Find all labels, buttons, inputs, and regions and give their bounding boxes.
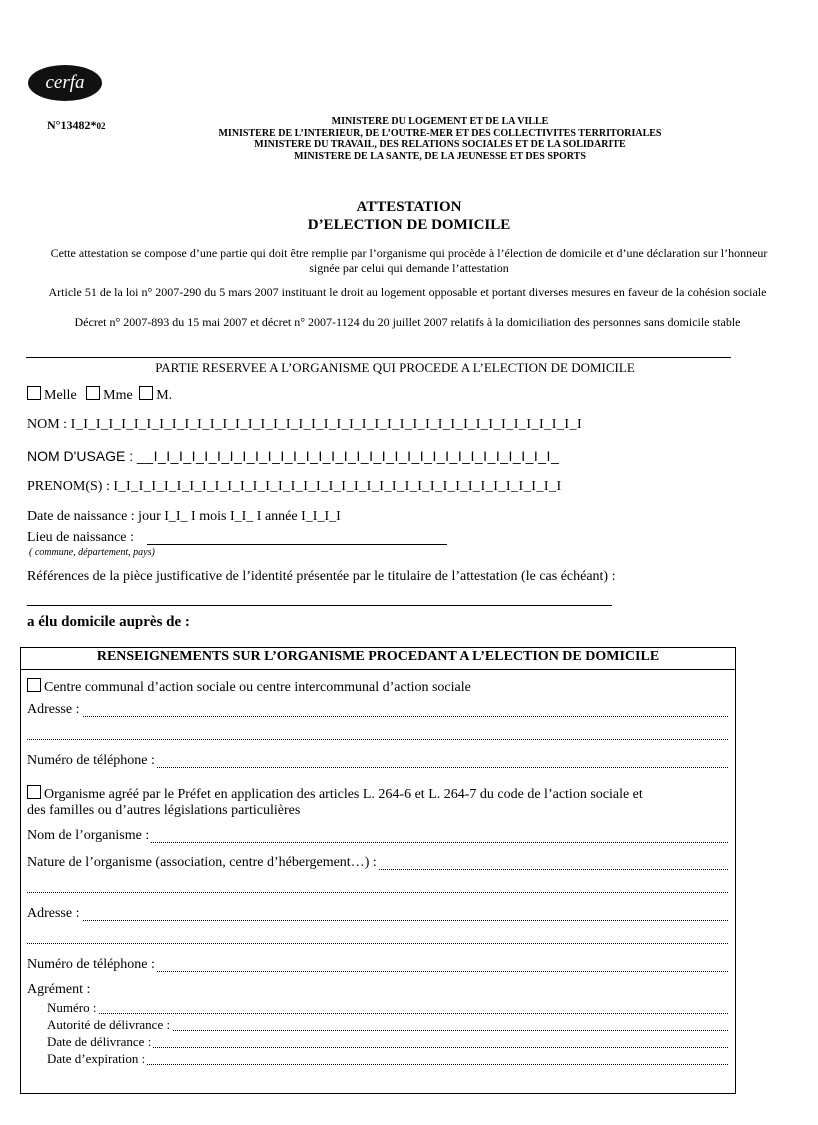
id-reference-label: Références de la pièce justificative de l’identité présentée par le titulaire de l’attestation (le cas échéant) : — [27, 569, 616, 584]
birth-month-label: mois — [199, 509, 227, 524]
adresse-field[interactable] — [27, 716, 728, 717]
m-checkbox[interactable] — [139, 386, 153, 400]
mme-checkbox[interactable] — [86, 386, 100, 400]
nature-label: Nature de l’organisme (association, centre d’hébergement…) : — [27, 855, 377, 870]
document-title: ATTESTATION — [356, 199, 462, 215]
adresse-agree-field[interactable] — [27, 920, 728, 921]
birth-place-label: Lieu de naissance : — [27, 530, 134, 545]
intro-law-decree: Décret n° 2007-893 du 15 mai 2007 et décret n° 2007-1124 du 20 juillet 2007 relatifs à la domiciliation des personnes sans domicile stable — [74, 315, 741, 329]
prenom-character-boxes[interactable]: I_I_I_I_I_I_I_I_I_I_I_I_I_I_I_I_I_I_I_I_I_I_I_I_I_I_I_I_I_I_I_I_I_I_I_I — [113, 479, 562, 494]
melle-checkbox[interactable] — [27, 386, 41, 400]
birth-date-label: Date de naissance : jour — [27, 509, 161, 524]
birth-date-row[interactable] — [27, 509, 341, 525]
nom-usage-label: NOM D'USAGE : — [27, 448, 134, 464]
agree-option — [27, 785, 643, 803]
section-divider — [26, 357, 731, 358]
nom-usage-row[interactable] — [27, 448, 559, 464]
organisme-heading-divider — [20, 669, 736, 670]
id-reference-field[interactable] — [27, 605, 612, 606]
birth-place-field[interactable] — [147, 544, 447, 545]
intro-law-article: Article 51 de la loi n° 2007-290 du 5 mars 2007 instituant le droit au logement opposable et portant diverses mesures en faveur de la cohésion sociale — [48, 285, 767, 299]
cerfa-logo: cerfa — [28, 65, 102, 101]
agree-label-line2: des familles ou d’autres législations particulières — [27, 803, 301, 818]
m-label: M. — [156, 388, 173, 403]
agree-checkbox[interactable] — [27, 785, 41, 799]
ministry-line: MINISTERE DU TRAVAIL, DES RELATIONS SOCIALES ET DE LA SOLIDARITE — [254, 139, 626, 150]
agree-label-line1: Organisme agréé par le Préfet en application des articles L. 264-6 et L. 264-7 du code de l’action sociale et — [44, 787, 643, 802]
adresse-agree-field-line2[interactable] — [27, 943, 728, 944]
autorite-label: Autorité de délivrance : — [47, 1017, 171, 1032]
adresse-field-line2[interactable] — [27, 739, 728, 740]
adresse-agree-label: Adresse : — [27, 906, 80, 921]
ministry-line: MINISTERE DU LOGEMENT ET DE LA VILLE — [331, 116, 549, 127]
agrement-label: Agrément : — [27, 982, 91, 997]
ccas-checkbox[interactable] — [27, 678, 41, 692]
adresse-label: Adresse : — [27, 702, 80, 717]
elu-domicile-heading: a élu domicile auprès de : — [27, 614, 190, 630]
civility-row — [27, 386, 172, 404]
prenom-label: PRENOM(S) : — [27, 479, 110, 494]
intro-description: Cette attestation se compose d’une partie qui doit être remplie par l’organisme qui procède à l’élection de domicile et d’une déclaration sur l’honneur signée par celui qui demande l’attestation — [50, 246, 768, 275]
date-expiration-field[interactable] — [47, 1064, 728, 1065]
ministry-line: MINISTERE DE LA SANTE, DE LA JEUNESSE ET DES SPORTS — [294, 150, 586, 162]
nom-usage-character-boxes[interactable]: __I_I_I_I_I_I_I_I_I_I_I_I_I_I_I_I_I_I_I_I_I_I_I_I_I_I_I_I_I_I_I_I_ — [137, 448, 560, 464]
organisme-heading: RENSEIGNEMENTS SUR L’ORGANISME PROCEDANT A L’ELECTION DE DOMICILE — [96, 649, 660, 664]
form-number: N°13482*02 — [47, 118, 106, 132]
date-delivrance-label: Date de délivrance : — [47, 1034, 152, 1049]
birth-day-boxes[interactable]: I_I_ I — [164, 509, 196, 524]
date-expiration-label: Date d’expiration : — [47, 1051, 146, 1066]
mme-label: Mme — [103, 388, 133, 403]
nom-label: NOM : — [27, 417, 68, 432]
telephone-agree-label: Numéro de téléphone : — [27, 957, 155, 972]
section-reserved-heading: PARTIE RESERVEE A L’ORGANISME QUI PROCEDE A L’ELECTION DE DOMICILE — [155, 360, 635, 375]
birth-year-boxes[interactable]: I_I_I_I — [301, 509, 341, 524]
nature-field-line2[interactable] — [27, 892, 728, 893]
prenom-row[interactable] — [27, 479, 562, 495]
nom-row[interactable] — [27, 417, 582, 433]
birth-month-boxes[interactable]: I_I_ I — [229, 509, 262, 524]
telephone-label: Numéro de téléphone : — [27, 753, 155, 768]
melle-label: Melle — [44, 388, 77, 403]
agrement-numero-field[interactable] — [47, 1013, 728, 1014]
ccas-option — [27, 678, 471, 696]
ministry-line: MINISTERE DE L’INTERIEUR, DE L’OUTRE-MER ET DES COLLECTIVITES TERRITORIALES — [218, 127, 662, 139]
ministries-list — [120, 116, 760, 162]
ccas-label: Centre communal d’action sociale ou centre intercommunal d’action sociale — [44, 680, 471, 695]
document-subtitle: D’ELECTION DE DOMICILE — [307, 217, 511, 233]
nom-character-boxes[interactable]: I_I_I_I_I_I_I_I_I_I_I_I_I_I_I_I_I_I_I_I_I_I_I_I_I_I_I_I_I_I_I_I_I_I_I_I_I_I_I_I_I — [70, 417, 583, 432]
nom-organisme-label: Nom de l’organisme : — [27, 828, 150, 843]
agrement-numero-label: Numéro : — [47, 1000, 97, 1015]
birth-place-hint: ( commune, département, pays) — [29, 547, 155, 558]
birth-year-label: année — [264, 509, 298, 524]
